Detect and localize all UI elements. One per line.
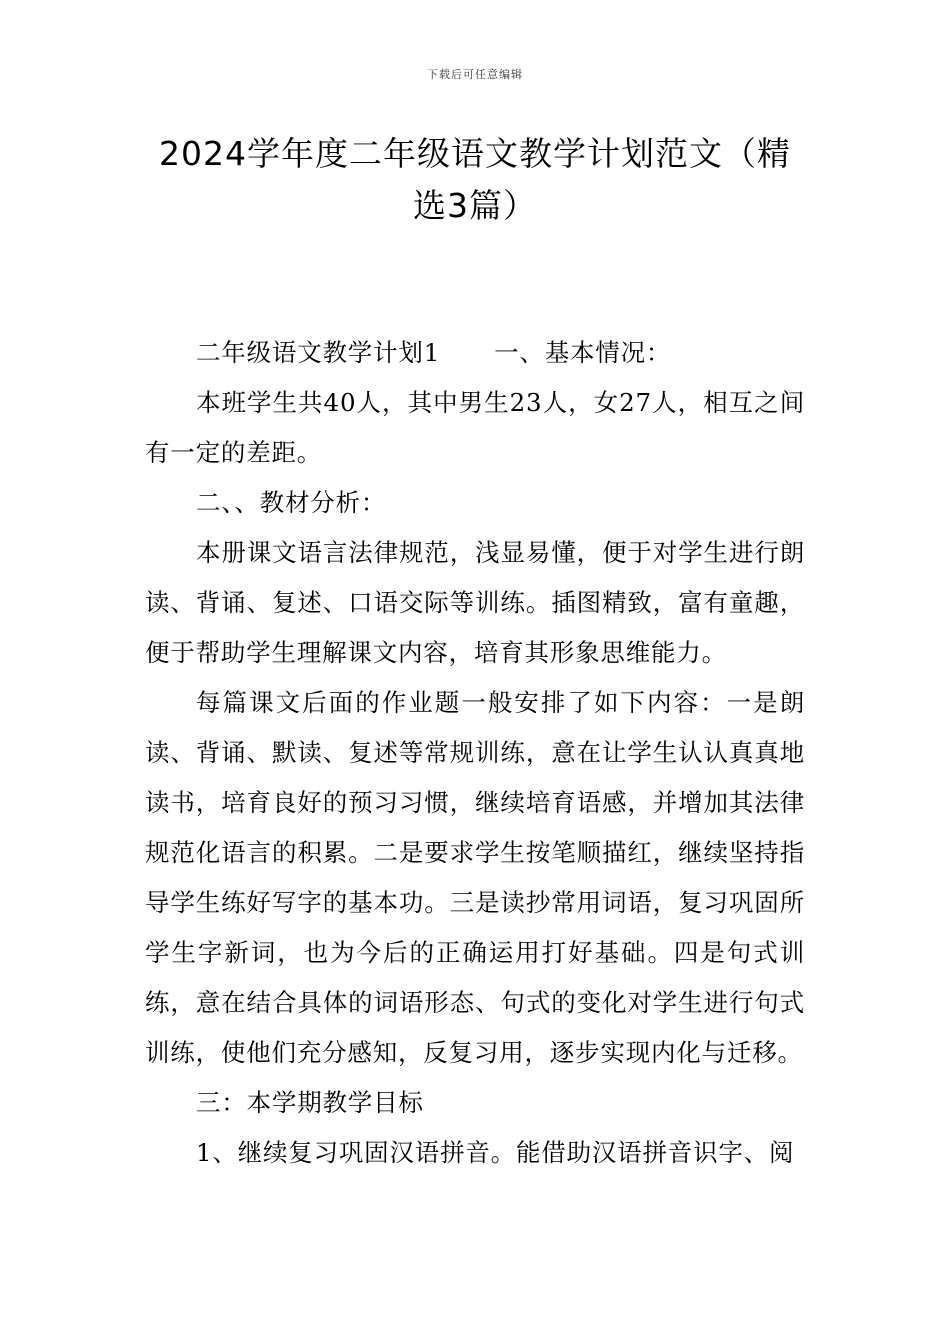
paragraph-goals-heading: 三：本学期教学目标: [196, 1088, 424, 1117]
paragraph-goal-1: 1、继续复习巩固汉语拼音。能借助汉语拼音识字、阅: [196, 1138, 795, 1167]
basic-situation-heading: 一、基本情况：: [494, 338, 672, 367]
download-note: 下载后可任意编辑: [427, 68, 523, 81]
document-body: [145, 328, 805, 1178]
paragraph-textbook-analysis: 本册课文语言法律规范，浅显易懂，便于对学生进行朗读、背诵、复述、口语交际等训练。插图精致，富有童趣，便于帮助学生理解课文内容，培育其形象思维能力。: [145, 538, 805, 667]
paragraph-section-heading: [145, 328, 805, 378]
paragraph-class-info: 本班学生共40人，其中男生23人，女27人，相互之间有一定的差距。: [145, 388, 805, 467]
plan-title: 二年级语文教学计划1: [196, 338, 441, 367]
paragraph-homework-content: 每篇课文后面的作业题一般安排了如下内容：一是朗读、背诵、默读、复述等常规训练，意在让学生认认真真地读书，培育良好的预习习惯，继续培育语感，并增加其法律规范化语言的积累。二是要求学生按笔顺描红，继续坚持指导学生练好写字的基本功。三是读抄常用词语，复习巩固所学生字新词，也为今后的正确运用打好基础。四是句式训练，意在结合具体的词语形态、句式的变化对学生进行句式训练，使他们充分感知，反复习用，逐步实现内化与迁移。: [145, 688, 805, 1067]
paragraph-textbook-heading: 二、、教材分析：: [196, 488, 387, 517]
document-title: 2024学年度二年级语文教学计划范文（精选3篇）: [159, 134, 791, 225]
